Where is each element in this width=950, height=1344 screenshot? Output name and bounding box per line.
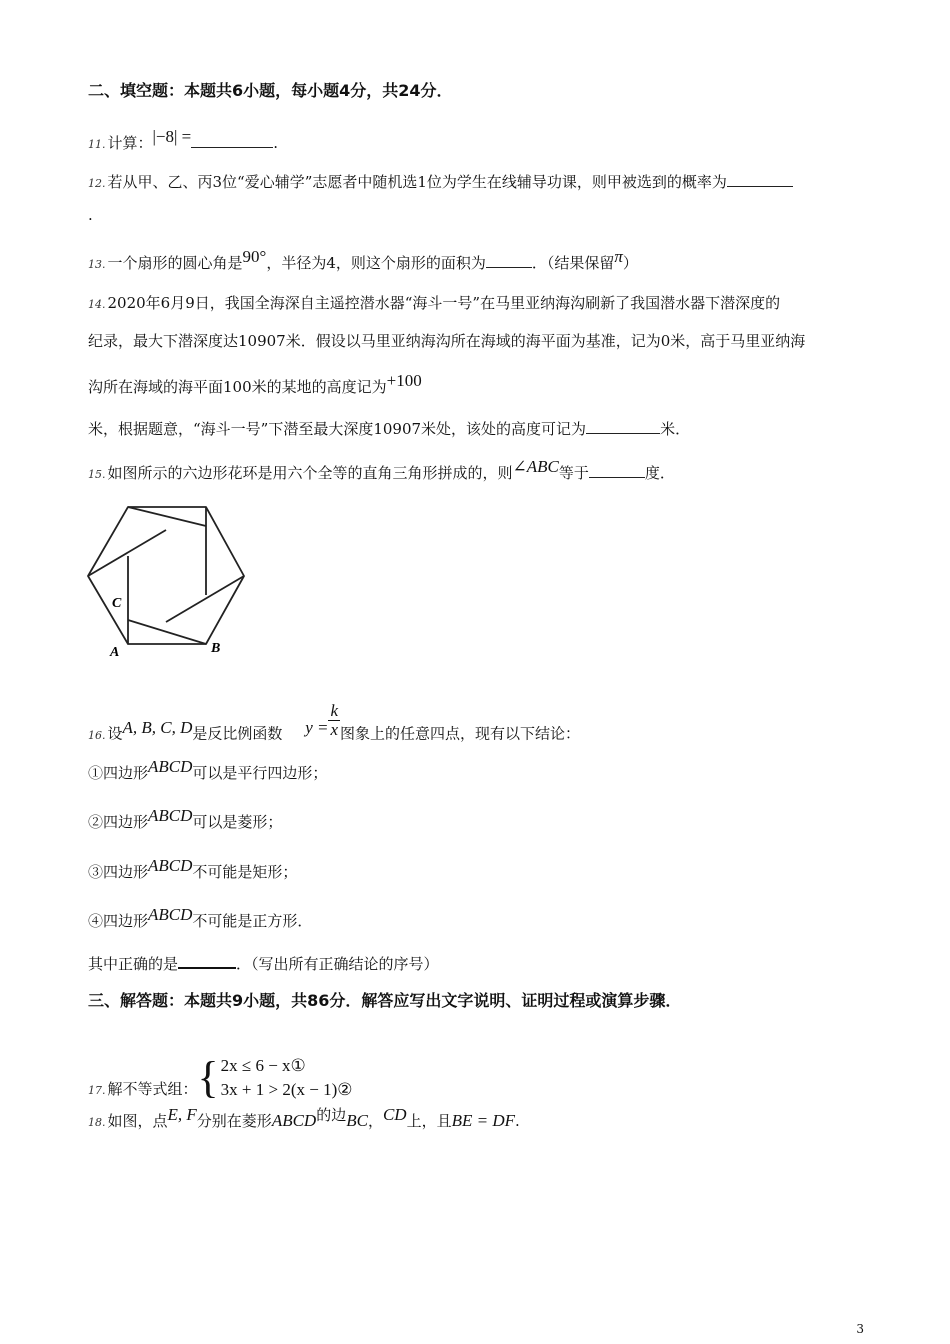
equation-be-df: BE = DF — [451, 1111, 516, 1130]
label-b: B — [211, 641, 221, 656]
function-lhs: y = — [305, 717, 329, 737]
question-text: 其中正确的是 — [88, 955, 179, 973]
answer-blank[interactable] — [191, 133, 273, 148]
question-text: 解不等式组： — [107, 1080, 198, 1098]
math-expression: |−8| = — [152, 127, 192, 146]
conclusion-label: ①四边形 — [88, 764, 149, 782]
answer-blank[interactable] — [727, 172, 793, 187]
quad-name: ABCD — [148, 806, 193, 825]
inequality-system — [198, 1054, 353, 1102]
question-14-line-4 — [88, 418, 690, 440]
question-text: ．（写出所有正确结论的序号） — [236, 955, 439, 973]
triangle-edge — [166, 576, 244, 622]
triangle-edge — [128, 620, 206, 644]
brace-icon: { — [197, 1053, 219, 1102]
conclusion-4 — [88, 905, 313, 932]
question-text: 图象上的任意四点，现有以下结论： — [340, 724, 581, 743]
conclusion-text: 可以是菱形； — [192, 813, 283, 831]
question-text: 的边 — [316, 1106, 347, 1124]
conclusion-2 — [88, 806, 283, 833]
question-18 — [88, 1105, 520, 1134]
question-16-answer — [88, 953, 439, 975]
label-a: A — [110, 645, 120, 660]
question-number: 17. — [88, 1084, 106, 1097]
conclusion-text: 可以是平行四边形； — [192, 764, 328, 782]
points-abcd: A, B, C, D — [122, 717, 193, 737]
section-heading-solutions: 三、解答题：本题共9小题，共86分．解答应写出文字说明、证明过程或演算步骤． — [88, 991, 682, 1010]
answer-blank[interactable] — [589, 463, 645, 478]
triangle-edge — [88, 530, 166, 576]
question-number: 12. — [88, 177, 106, 190]
question-text: 度． — [644, 464, 675, 482]
fraction-k-over-x — [328, 702, 340, 739]
angle-value: 90° — [242, 247, 267, 266]
question-text: 2020年6月9日，我国全海深自主遥控潜水器“海斗一号”在马里亚纳海沟刷新了我国潜水器下潜深度的 — [107, 294, 781, 312]
question-15 — [88, 457, 675, 486]
conclusion-text: 不可能是正方形． — [192, 912, 313, 930]
conclusion-label: ②四边形 — [88, 813, 149, 831]
question-number: 16. — [88, 728, 106, 742]
question-number: 13. — [88, 258, 106, 271]
question-14-line-3 — [88, 371, 422, 398]
question-text: 若从甲、乙、丙3位“爱心辅学”志愿者中随机选1位为学生在线辅导功课，则甲被选到的概率为 — [107, 173, 727, 191]
question-12-continuation: . — [88, 206, 93, 224]
conclusion-label: ③四边形 — [88, 863, 149, 881]
outer-hexagon — [88, 507, 244, 644]
quad-name: ABCD — [148, 856, 193, 875]
question-number: 15. — [88, 468, 106, 481]
label-c: C — [112, 596, 122, 611]
question-number: 11. — [88, 138, 106, 151]
section-heading-fill-in: 二、填空题：本题共6小题，每小题4分，共24分． — [88, 81, 453, 100]
height-value: +100 — [386, 371, 422, 390]
question-text: 计算： — [107, 134, 153, 152]
question-text: ） — [622, 254, 638, 272]
question-11 — [88, 127, 279, 156]
question-14-line-1 — [88, 292, 780, 316]
question-text: 是反比例函数 — [192, 724, 283, 743]
question-number: 14. — [88, 298, 106, 311]
side-cd: CD — [382, 1105, 407, 1124]
conclusion-3 — [88, 856, 298, 883]
quad-name: ABCD — [148, 905, 193, 924]
question-17 — [88, 1053, 353, 1114]
pi-symbol: π — [614, 247, 623, 266]
question-text: 米，根据题意，“海斗一号”下潜至最大深度10907米处，该处的高度可记为 — [88, 420, 587, 438]
punctuation: ， — [367, 1112, 383, 1130]
question-text: 等于 — [558, 464, 589, 482]
question-text: 如图所示的六边形花环是用六个全等的直角三角形拼成的，则 — [107, 464, 513, 482]
conclusion-1 — [88, 757, 328, 784]
answer-blank[interactable] — [486, 253, 532, 268]
conclusion-label: ④四边形 — [88, 912, 149, 930]
question-text: 沟所在海域的海平面100米的某地的高度记为 — [88, 378, 387, 396]
question-text: 设 — [107, 724, 123, 743]
numerator: k — [330, 701, 339, 720]
angle-abc: ∠ABC — [512, 457, 559, 476]
answer-blank[interactable] — [586, 419, 660, 434]
hexagon-wreath-figure — [80, 500, 255, 665]
inequality-2: 3x + 1 > 2(x − 1)② — [220, 1080, 353, 1099]
denominator: x — [330, 720, 339, 739]
question-12 — [88, 171, 793, 195]
question-text: ，半径为4，则这个扇形的面积为 — [266, 254, 486, 272]
question-number: 18. — [88, 1116, 106, 1129]
punctuation: . — [273, 134, 279, 152]
question-text: 上，且 — [406, 1112, 452, 1130]
question-text: 如图，点 — [107, 1112, 168, 1130]
inequality-1: 2x ≤ 6 − x① — [220, 1056, 306, 1075]
conclusion-text: 不可能是矩形； — [192, 863, 298, 881]
quad-name: ABCD — [271, 1111, 317, 1130]
question-text: 一个扇形的圆心角是 — [107, 254, 243, 272]
question-text: ．（结果保留 — [531, 254, 615, 272]
punctuation: . — [515, 1112, 520, 1130]
question-text: 米． — [660, 420, 691, 438]
question-text: 分别在菱形 — [196, 1112, 272, 1130]
question-16 — [88, 701, 581, 753]
question-14-line-2: 纪录，最大下潜深度达10907米．假设以马里亚纳海沟所在海域的海平面为基准，记为0米，高于马里亚纳海 — [88, 332, 806, 350]
answer-blank[interactable] — [178, 953, 236, 969]
side-bc: BC — [346, 1111, 368, 1130]
points-ef: E, F — [167, 1105, 197, 1124]
quad-name: ABCD — [148, 757, 193, 776]
page-number: 3 — [856, 1322, 864, 1336]
triangle-edge — [128, 507, 206, 526]
question-13 — [88, 247, 638, 276]
